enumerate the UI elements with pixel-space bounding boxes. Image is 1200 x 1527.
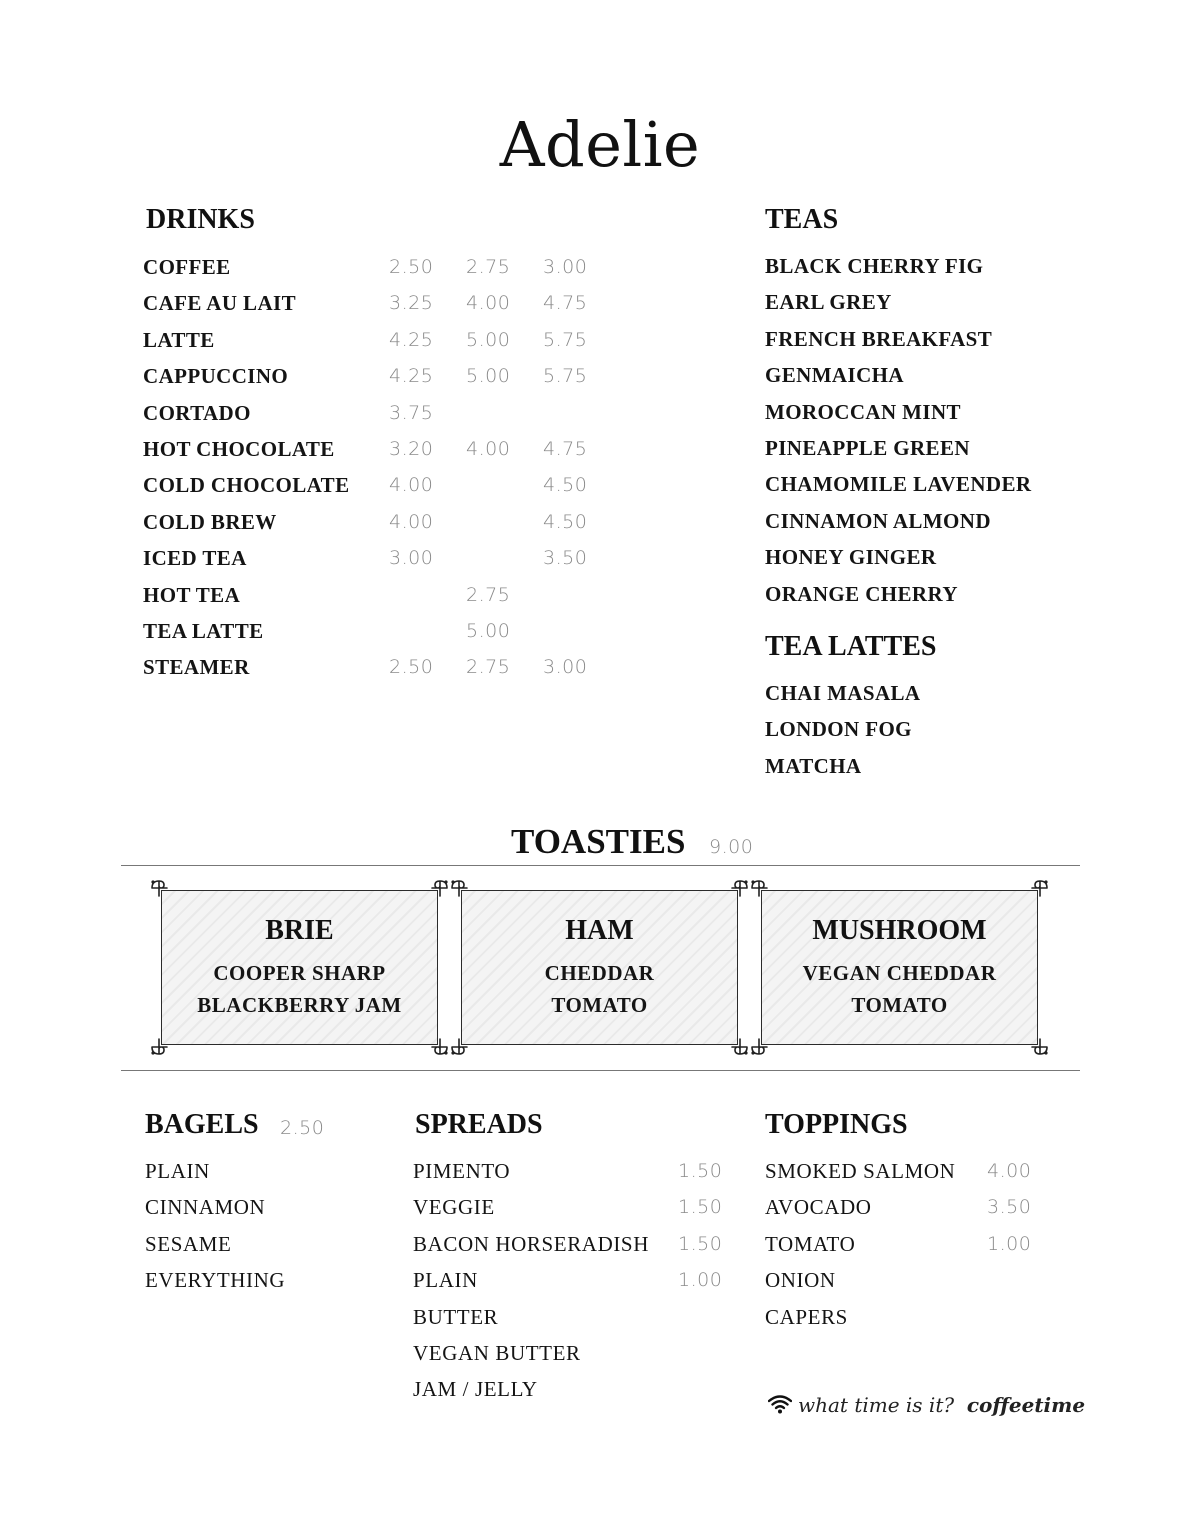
drink-price-small: 3.00 bbox=[389, 547, 434, 569]
toasties-heading: TOASTIES bbox=[511, 822, 686, 861]
drink-price-medium: 4.00 bbox=[466, 292, 511, 314]
corner-ornament-icon bbox=[727, 1034, 749, 1056]
topping-name: ONION bbox=[765, 1268, 836, 1292]
corner-ornament-icon bbox=[150, 1034, 172, 1056]
topping-price: 1.00 bbox=[987, 1233, 1032, 1255]
drink-price-small: 4.25 bbox=[389, 365, 434, 387]
topping-name: AVOCADO bbox=[765, 1195, 872, 1219]
drink-price-large: 3.00 bbox=[543, 656, 588, 678]
spread-price: 1.50 bbox=[678, 1196, 723, 1218]
toastie-ingredient: CHEDDAR bbox=[544, 961, 655, 985]
topping-price: 4.00 bbox=[987, 1160, 1032, 1182]
corner-ornament-icon bbox=[727, 879, 749, 901]
topping-name: CAPERS bbox=[765, 1305, 848, 1329]
toastie-ingredient: VEGAN CHEDDAR bbox=[802, 961, 997, 985]
toastie-title: MUSHROOM bbox=[812, 915, 987, 946]
corner-ornament-icon bbox=[427, 1034, 449, 1056]
wifi-footer bbox=[798, 1392, 1085, 1418]
drink-name: COFFEE bbox=[143, 255, 231, 279]
tea-latte-name: LONDON FOG bbox=[765, 717, 912, 741]
drink-name: TEA LATTE bbox=[143, 619, 264, 643]
drink-price-small: 3.25 bbox=[389, 292, 434, 314]
wifi-icon bbox=[768, 1392, 792, 1416]
topping-name: TOMATO bbox=[765, 1232, 856, 1256]
drink-price-small: 4.00 bbox=[389, 474, 434, 496]
corner-ornament-icon bbox=[450, 879, 472, 901]
drink-name: CAFE AU LAIT bbox=[143, 291, 296, 315]
teas-heading: TEAS bbox=[765, 204, 839, 235]
spread-name: BUTTER bbox=[413, 1305, 499, 1329]
drink-name: CAPPUCCINO bbox=[143, 364, 289, 388]
drink-price-large: 3.00 bbox=[543, 256, 588, 278]
topping-name: SMOKED SALMON bbox=[765, 1159, 956, 1183]
toasties-price: 9.00 bbox=[709, 836, 754, 858]
corner-ornament-icon bbox=[450, 1034, 472, 1056]
tea-latte-name: MATCHA bbox=[765, 754, 862, 778]
spread-name: PLAIN bbox=[413, 1268, 478, 1292]
drinks-heading: DRINKS bbox=[146, 204, 255, 235]
toastie-ingredient: COOPER SHARP bbox=[213, 961, 386, 985]
spread-price: 1.00 bbox=[678, 1269, 723, 1291]
drink-price-medium: 2.75 bbox=[466, 656, 511, 678]
corner-ornament-icon bbox=[1027, 879, 1049, 901]
drink-name: HOT TEA bbox=[143, 583, 241, 607]
drink-name: COLD BREW bbox=[143, 510, 277, 534]
divider-bottom bbox=[121, 1070, 1080, 1071]
bagel-name: PLAIN bbox=[145, 1159, 210, 1183]
spreads-heading: SPREADS bbox=[415, 1109, 543, 1140]
drink-price-small: 4.25 bbox=[389, 329, 434, 351]
drink-name: HOT CHOCOLATE bbox=[143, 437, 335, 461]
drink-price-large: 4.50 bbox=[543, 474, 588, 496]
tea-name: EARL GREY bbox=[765, 290, 892, 314]
drink-name: CORTADO bbox=[143, 401, 251, 425]
spread-name: PIMENTO bbox=[413, 1159, 511, 1183]
drink-price-medium: 2.75 bbox=[466, 256, 511, 278]
drink-price-medium: 4.00 bbox=[466, 438, 511, 460]
toastie-title: HAM bbox=[565, 915, 634, 946]
drink-price-large: 4.75 bbox=[543, 438, 588, 460]
corner-ornament-icon bbox=[150, 879, 172, 901]
tea-name: GENMAICHA bbox=[765, 363, 904, 387]
drink-name: ICED TEA bbox=[143, 546, 247, 570]
bagel-name: EVERYTHING bbox=[145, 1268, 286, 1292]
spread-price: 1.50 bbox=[678, 1233, 723, 1255]
drink-price-medium: 5.00 bbox=[466, 620, 511, 642]
drink-price-medium: 2.75 bbox=[466, 584, 511, 606]
spread-name: JAM / JELLY bbox=[413, 1377, 538, 1401]
drink-price-small: 3.20 bbox=[389, 438, 434, 460]
drink-price-large: 3.50 bbox=[543, 547, 588, 569]
tea-name: CINNAMON ALMOND bbox=[765, 509, 991, 533]
tea-name: BLACK CHERRY FIG bbox=[765, 254, 984, 278]
bagels-price: 2.50 bbox=[280, 1117, 325, 1139]
bagel-name: SESAME bbox=[145, 1232, 232, 1256]
corner-ornament-icon bbox=[750, 1034, 772, 1056]
toastie-card-mushroom bbox=[761, 890, 1038, 1045]
tea-name: CHAMOMILE LAVENDER bbox=[765, 472, 1032, 496]
drink-price-small: 2.50 bbox=[389, 656, 434, 678]
tea-name: FRENCH BREAKFAST bbox=[765, 327, 993, 351]
wifi-password: coffeetime bbox=[966, 1393, 1086, 1417]
tea-lattes-heading: TEA LATTES bbox=[765, 631, 937, 662]
drink-name: COLD CHOCOLATE bbox=[143, 473, 350, 497]
toastie-ingredient: BLACKBERRY JAM bbox=[197, 993, 402, 1017]
drink-price-large: 4.75 bbox=[543, 292, 588, 314]
drink-price-medium: 5.00 bbox=[466, 365, 511, 387]
toastie-ingredient: TOMATO bbox=[551, 993, 648, 1017]
spread-name: VEGAN BUTTER bbox=[413, 1341, 581, 1365]
drink-price-large: 5.75 bbox=[543, 329, 588, 351]
tea-name: HONEY GINGER bbox=[765, 545, 937, 569]
toastie-ingredient: TOMATO bbox=[851, 993, 948, 1017]
bagels-heading: BAGELS bbox=[145, 1109, 259, 1140]
spread-price: 1.50 bbox=[678, 1160, 723, 1182]
spread-name: BACON HORSERADISH bbox=[413, 1232, 649, 1256]
topping-price: 3.50 bbox=[987, 1196, 1032, 1218]
toastie-card-ham bbox=[461, 890, 738, 1045]
toastie-card-brie bbox=[161, 890, 438, 1045]
drink-name: LATTE bbox=[143, 328, 215, 352]
tea-name: PINEAPPLE GREEN bbox=[765, 436, 970, 460]
tea-name: MOROCCAN MINT bbox=[765, 400, 961, 424]
tea-latte-name: CHAI MASALA bbox=[765, 681, 921, 705]
toppings-heading: TOPPINGS bbox=[765, 1109, 908, 1140]
wifi-prompt: what time is it? bbox=[798, 1393, 955, 1417]
drink-price-small: 3.75 bbox=[389, 402, 434, 424]
corner-ornament-icon bbox=[1027, 1034, 1049, 1056]
menu-title: Adelie bbox=[499, 108, 701, 181]
tea-name: ORANGE CHERRY bbox=[765, 582, 958, 606]
corner-ornament-icon bbox=[427, 879, 449, 901]
drink-price-medium: 5.00 bbox=[466, 329, 511, 351]
toastie-title: BRIE bbox=[265, 915, 334, 946]
drink-price-small: 2.50 bbox=[389, 256, 434, 278]
drink-name: STEAMER bbox=[143, 655, 250, 679]
divider-top bbox=[121, 865, 1080, 866]
spread-name: VEGGIE bbox=[413, 1195, 495, 1219]
corner-ornament-icon bbox=[750, 879, 772, 901]
drink-price-small: 4.00 bbox=[389, 511, 434, 533]
drink-price-large: 4.50 bbox=[543, 511, 588, 533]
bagel-name: CINNAMON bbox=[145, 1195, 266, 1219]
drink-price-large: 5.75 bbox=[543, 365, 588, 387]
